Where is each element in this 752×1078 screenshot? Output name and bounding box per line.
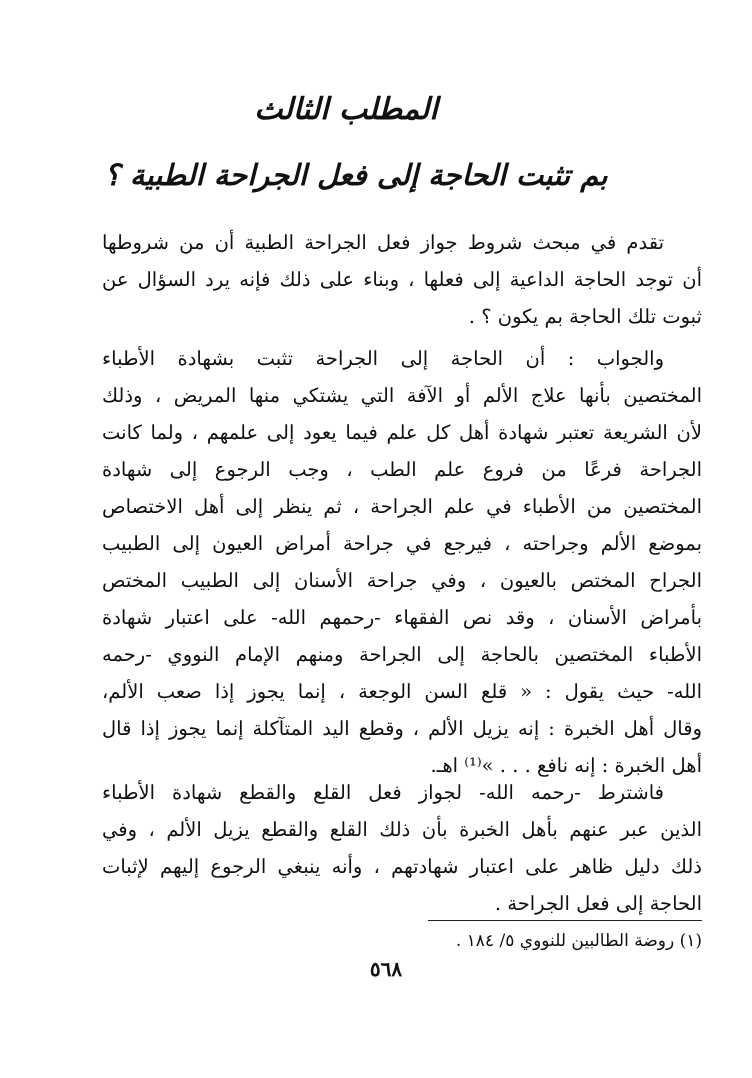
text-line: أن توجد الحاجة الداعية إلى فعلها ، وبناء على ذلك فإنه يرد السؤال عن <box>102 268 702 291</box>
paragraph-answer <box>102 340 702 784</box>
text-line: الجراح المختص بالعيون ، وفي جراحة الأسنان إلى الطبيب المختص <box>102 569 702 592</box>
text-line: فاشترط -رحمه الله- لجواز فعل القلع والقطع شهادة الأطباء <box>102 781 664 804</box>
footnote: (١) روضة الطالبين للنووي ٥/ ١٨٤ . <box>455 931 702 951</box>
text-line: الذين عبر عنهم بأهل الخبرة بأن ذلك القلع والقطع يزيل الألم ، وفي <box>102 818 702 841</box>
text-line: المختصين من الأطباء في علم الجراحة ، ثم ينظر إلى أهل الاختصاص <box>102 495 702 518</box>
text-line: تقدم في مبحث شروط جواز فعل الجراحة الطبية أن من شروطها <box>102 231 664 254</box>
text-line: الجراحة فرعًا من فروع علم الطب ، وجب الرجوع إلى شهادة <box>102 458 702 481</box>
section-subtitle: بم تثبت الحاجة إلى فعل الجراحة الطبية ؟ <box>104 158 608 192</box>
text-line: بموضع الألم وجراحته ، فيرجع في جراحة أمراض العيون إلى الطبيب <box>102 532 702 555</box>
text-line: ثبوت تلك الحاجة بم يكون ؟ . <box>468 305 702 328</box>
text-line: الحاجة إلى فعل الجراحة . <box>494 892 702 915</box>
text-line: الأطباء المختصين بالحاجة إلى الجراحة ومنهم الإمام النووي -رحمه <box>102 643 702 666</box>
footnote-divider <box>428 920 702 921</box>
text-line: لأن الشريعة تعتبر شهادة أهل كل علم فيما يعود إلى علمهم ، ولما كانت <box>102 421 702 444</box>
text-line: الله- حيث يقول : « قلع السن الوجعة ، إنما يجوز إذا صعب الألم، <box>102 680 702 703</box>
text-line: والجواب : أن الحاجة إلى الجراحة تثبت بشهادة الأطباء <box>102 347 664 370</box>
text-line: المختصين بأنها علاج الألم أو الآفة التي يشتكي منها المريض ، وذلك <box>102 384 702 407</box>
section-title: المطلب الثالث <box>254 92 438 127</box>
text-line: أهل الخبرة : إنه نافع . . . »⁽¹⁾ اهـ. <box>430 754 702 777</box>
paragraph-conclusion <box>102 774 702 922</box>
text-line: بأمراض الأسنان ، وقد نص الفقهاء -رحمهم الله- على اعتبار شهادة <box>102 606 702 629</box>
page-number: ٥٦٨ <box>369 957 403 981</box>
text-line: ذلك دليل ظاهر على اعتبار شهادتهم ، وأنه ينبغي الرجوع إليهم لإثبات <box>102 855 702 878</box>
text-line: وقال أهل الخبرة : إنه يزيل الألم ، وقطع اليد المتآكلة إنما يجوز إذا قال <box>102 717 702 740</box>
paragraph-intro <box>102 224 702 335</box>
